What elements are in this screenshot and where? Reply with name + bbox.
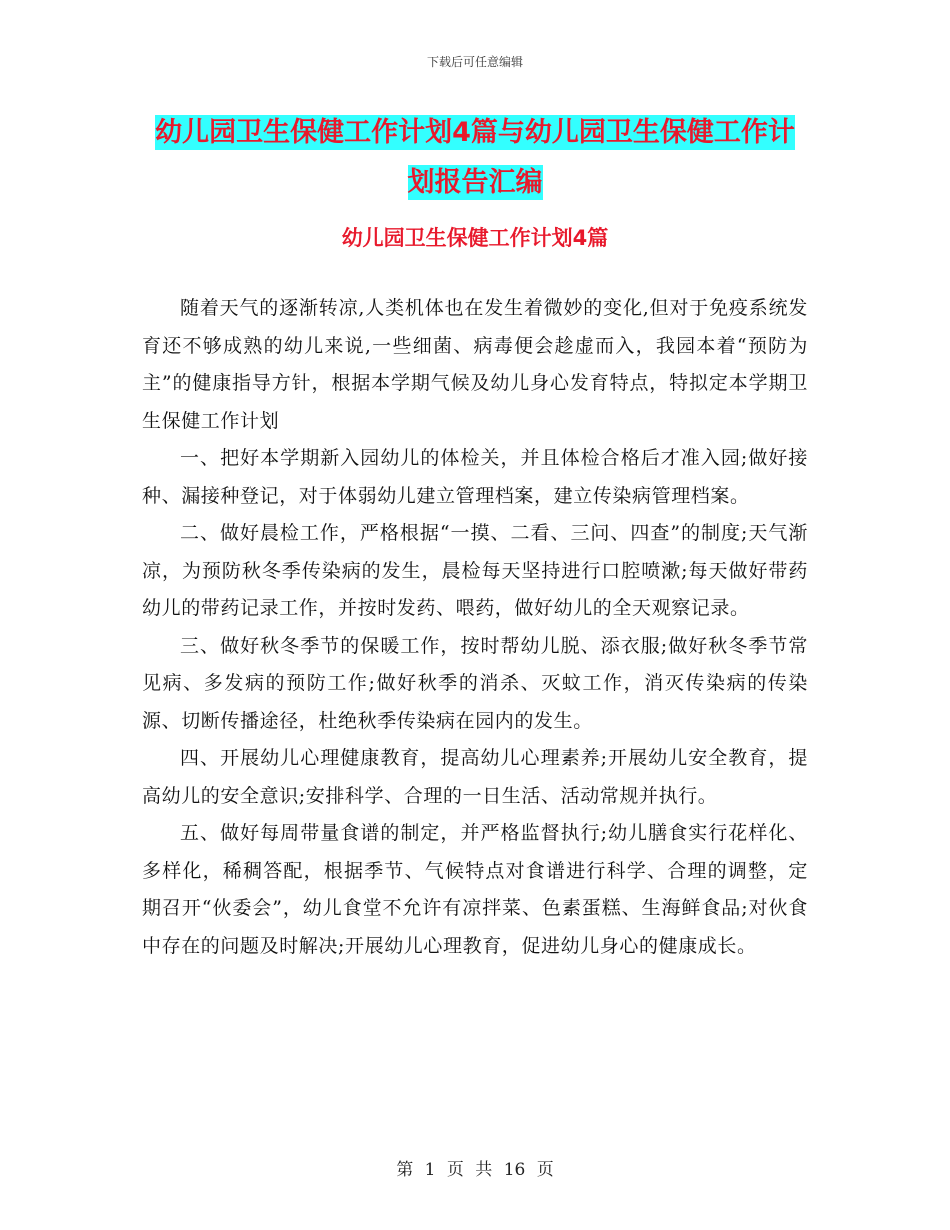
section-title: 幼儿园卫生保健工作计划4篇 (341, 226, 609, 250)
paragraph-item-4: 四、开展幼儿心理健康教育，提高幼儿心理素养;开展幼儿安全教育，提高幼儿的安全意识;安排科学、合理的一日生活、活动常规并执行。 (142, 747, 808, 807)
page-footer: 第 1 页 共 16 页 (396, 1160, 554, 1180)
paragraph-item-3: 三、做好秋冬季节的保暖工作，按时帮幼儿脱、添衣服;做好秋冬季节常见病、多发病的预防工作;做好秋季的消杀、灭蚊工作，消灭传染病的传染源、切断传播途径，杜绝秋季传染病在园内的发生。 (142, 634, 808, 732)
document-title-text: 幼儿园卫生保健工作计划4篇与幼儿园卫生保健工作计划报告汇编 (155, 117, 795, 198)
page-header-note: 下载后可任意编辑 (426, 55, 523, 69)
paragraph-item-5: 五、做好每周带量食谱的制定，并严格监督执行;幼儿膳食实行花样化、多样化，稀稠答配，根据季节、气候特点对食谱进行科学、合理的调整，定期召开“伙委会”，幼儿食堂不允许有凉拌菜、色素蛋糕、生海鲜食品;对伙食中存在的问题及时解决;开展幼儿心理教育，促进幼儿身心的健康成长。 (142, 822, 808, 957)
paragraph-intro: 随着天气的逐渐转凉,人类机体也在发生着微妙的变化,但对于免疫系统发育还不够成熟的幼儿来说,一些细菌、病毒便会趁虚而入，我园本着“预防为主”的健康指导方针，根据本学期气候及幼儿身心发育特点，特拟定本学期卫生保健工作计划 (142, 297, 808, 432)
paragraph-item-1: 一、把好本学期新入园幼儿的体检关，并且体检合格后才准入园;做好接种、漏接种登记，对于体弱幼儿建立管理档案，建立传染病管理档案。 (142, 447, 808, 507)
document-title (150, 108, 800, 208)
paragraph-item-2: 二、做好晨检工作，严格根据“一摸、二看、三问、四查”的制度;天气渐凉，为预防秋冬季传染病的发生，晨检每天坚持进行口腔喷漱;每天做好带药幼儿的带药记录工作，并按时发药、喂药，做好幼儿的全天观察记录。 (142, 522, 808, 619)
document-body (142, 290, 808, 965)
